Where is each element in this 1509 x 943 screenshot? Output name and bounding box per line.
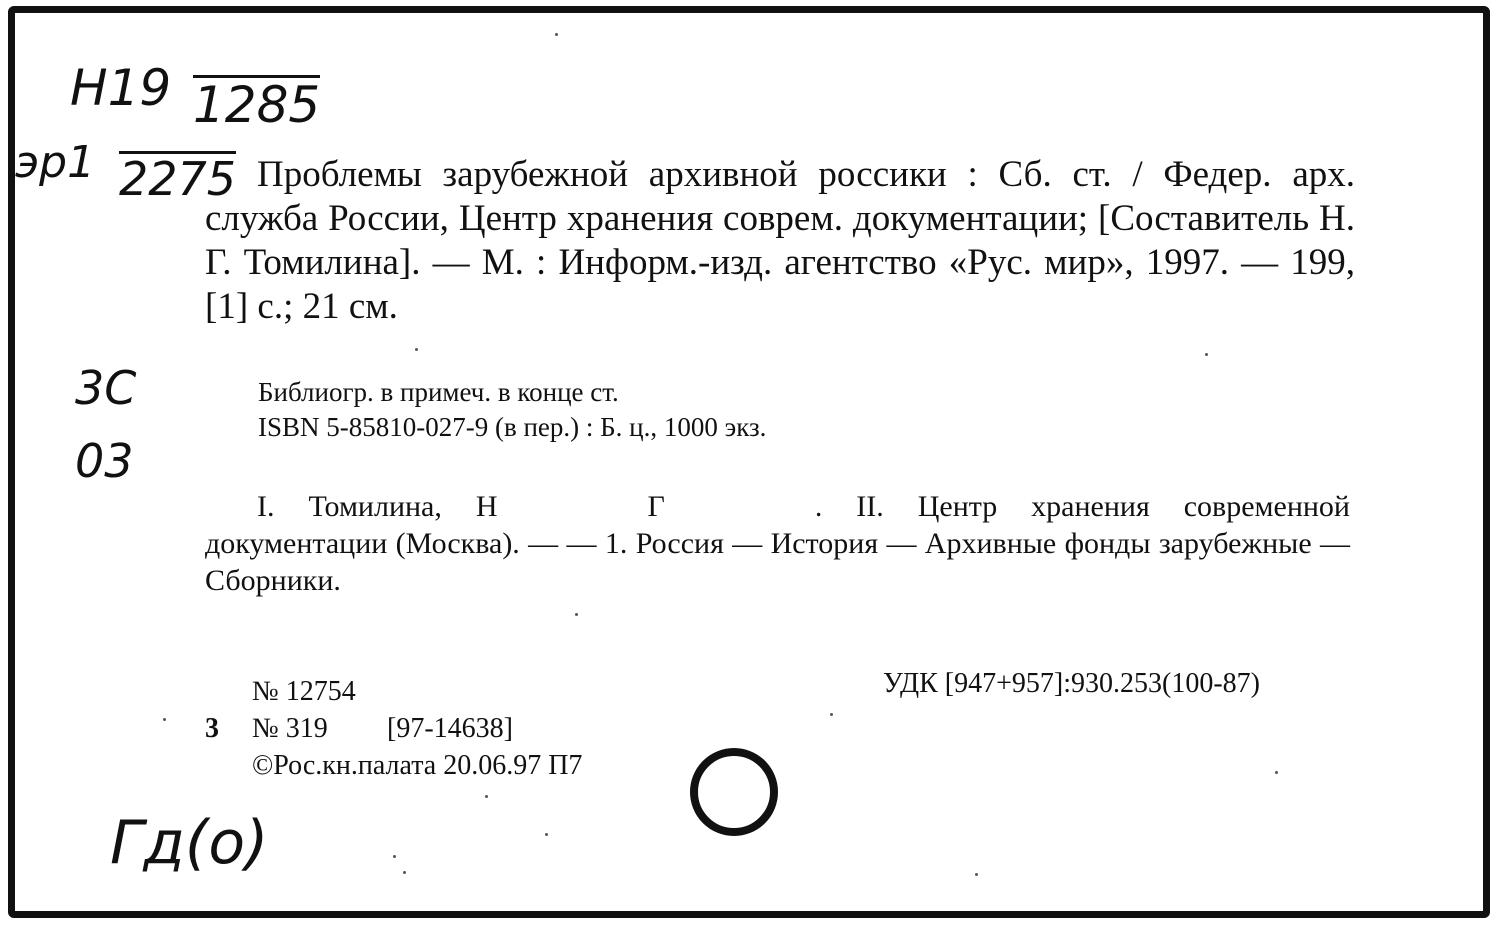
handwritten-side-1: 3С <box>75 361 137 415</box>
handwritten-erp: эр1 <box>15 137 96 188</box>
speck <box>485 795 488 798</box>
card-number-2: № 319 <box>252 713 328 744</box>
catalog-card <box>8 6 1490 918</box>
speck <box>393 855 396 858</box>
tracings <box>205 488 1350 599</box>
punch-hole-ring <box>690 748 778 836</box>
registration-code: [97-14638] <box>387 713 513 744</box>
speck <box>555 33 558 36</box>
handwritten-call-number: Н19 <box>70 59 172 117</box>
card-number: № 12754 <box>252 676 356 707</box>
speck <box>1275 771 1278 774</box>
tracing-part-2: Г <box>647 490 665 523</box>
entry-main-text: Проблемы зарубежной архивной россики : Сб. ст. / Федер. арх. служба России, Центр хранения соврем. документации; [Составитель Н. Г. Томилина]. — М. : Информ.-изд. агентство «Рус. мир», 1997. — 199,[1] с.; 21 см. <box>205 154 1355 327</box>
copy-mark: 3 <box>205 713 219 744</box>
bibliographic-entry <box>205 153 1355 329</box>
handwritten-erp-sub: 2275 <box>119 152 237 206</box>
speck <box>415 348 418 351</box>
note-bibliography: Библиогр. в примеч. в конце ст. <box>258 377 619 407</box>
speck <box>575 613 578 616</box>
tracing-part-1: I. Томилина, Н <box>257 490 498 523</box>
book-chamber-mark: ©Рос.кн.палата 20.06.97 П7 <box>252 750 583 781</box>
speck <box>163 718 166 721</box>
note-isbn: ISBN 5-85810-027-9 (в пер.) : Б. ц., 1000 экз. <box>258 412 767 442</box>
tracing-part-3: . II. Центр хранения современной документации (Москва). — — 1. Россия — История — Архивные фонды зарубежные — Сборники. <box>205 490 1350 597</box>
speck <box>830 713 833 716</box>
speck <box>975 873 978 876</box>
handwritten-side-2: 03 <box>75 434 134 488</box>
udc-code: УДК [947+957]:930.253(100-87) <box>883 668 1260 699</box>
speck <box>403 871 406 874</box>
speck <box>545 833 548 836</box>
handwritten-call-number-sub: 1285 <box>193 76 321 134</box>
speck <box>1205 353 1208 356</box>
handwritten-bottom: Гд(о) <box>110 808 269 878</box>
